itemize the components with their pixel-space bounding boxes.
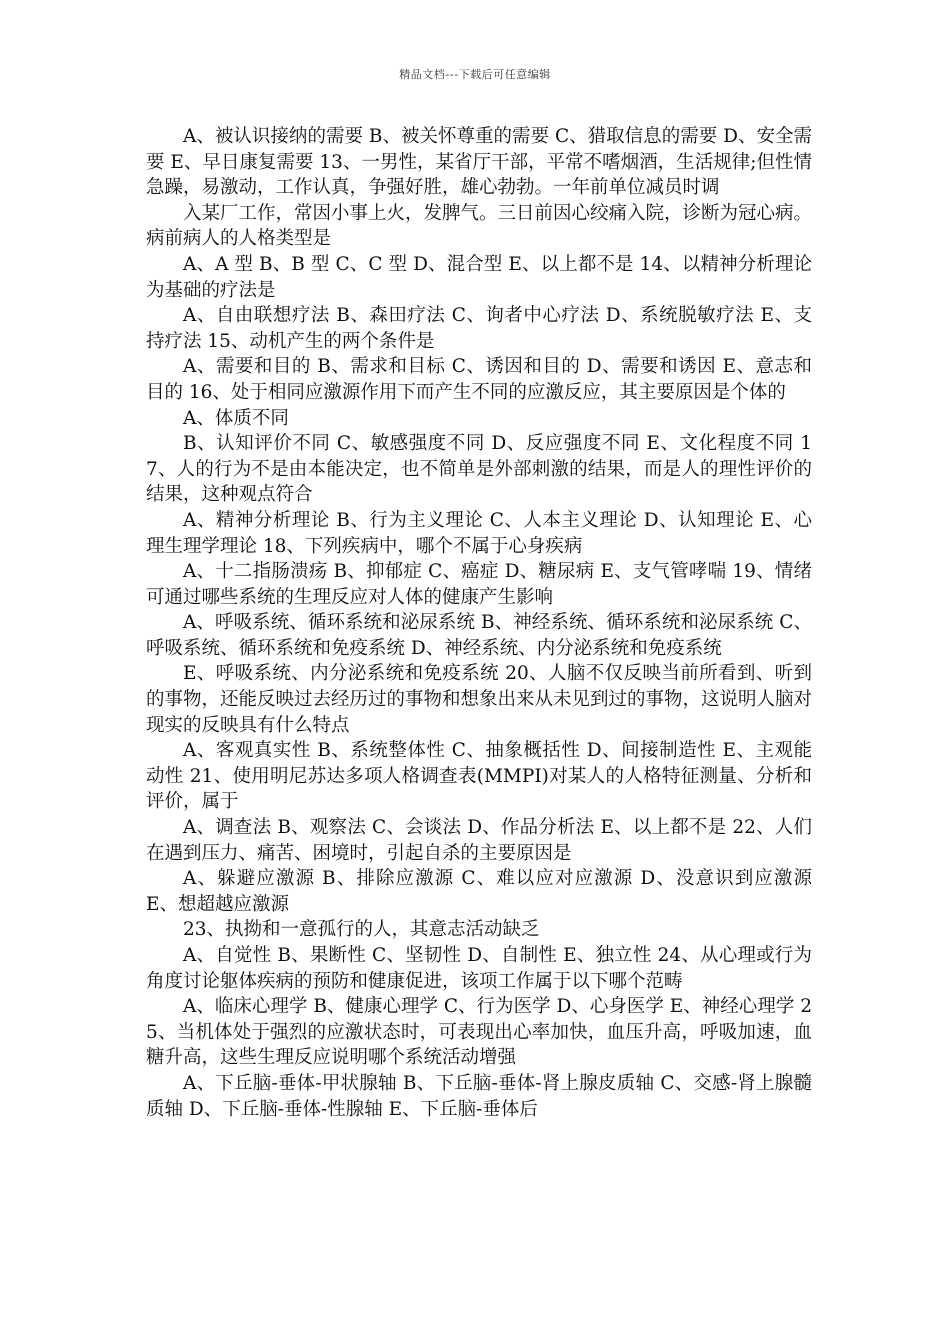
paragraph: A、调查法 B、观察法 C、会谈法 D、作品分析法 E、以上都不是 22、人们在遇到压力、痛苦、困境时，引起自杀的主要原因是 — [146, 817, 812, 864]
paragraph: A、下丘脑-垂体-甲状腺轴 B、下丘脑-垂体-肾上腺皮质轴 C、交感-肾上腺髓质轴 D、下丘脑-垂体-性腺轴 E、下丘脑-垂体后 — [146, 1072, 812, 1120]
paragraph: A、躲避应激源 B、排除应激源 C、难以应对应激源 D、没意识到应激源 E、想超越应激源 — [146, 868, 812, 915]
paragraph: A、自由联想疗法 B、森田疗法 C、询者中心疗法 D、系统脱敏疗法 E、支持疗法 15、动机产生的两个条件是 — [146, 305, 812, 352]
paragraph: A、客观真实性 B、系统整体性 C、抽象概括性 D、间接制造性 E、主观能动性 21、使用明尼苏达多项人格调查表(MMPI)对某人的人格特征测量、分析和评价，属于 — [146, 740, 812, 813]
page-header: 精品文档---下载后可任意编辑 — [399, 68, 551, 81]
paragraph: A、自觉性 B、果断性 C、坚韧性 D、自制性 E、独立性 24、从心理或行为角度讨论躯体疾病的预防和健康促进，该项工作属于以下哪个范畴 — [146, 945, 812, 992]
paragraph: A、被认识接纳的需要 B、被关怀尊重的需要 C、猎取信息的需要 D、安全需要 E、早日康复需要 13、一男性，某省厅干部，平常不嗜烟酒，生活规律;但性情急躁，易激动，工作认真，争强好胜，雄心勃勃。一年前单位减员时调 — [146, 126, 812, 199]
paragraph: A、十二指肠溃疡 B、抑郁症 C、癌症 D、糖尿病 E、支气管哮喘 19、情绪可通过哪些系统的生理反应对人体的健康产生影响 — [146, 561, 812, 608]
paragraph: 入某厂工作，常因小事上火，发脾气。三日前因心绞痛入院，诊断为冠心病。病前病人的人格类型是 — [146, 202, 813, 250]
paragraph: A、A 型 B、B 型 C、C 型 D、混合型 E、以上都不是 14、以精神分析理论为基础的疗法是 — [146, 253, 812, 301]
paragraph: A、需要和目的 B、需求和目标 C、诱因和目的 D、需要和诱因 E、意志和目的 16、处于相同应激源作用下而产生不同的应激反应，其主要原因是个体的 — [146, 356, 812, 403]
paragraph: A、呼吸系统、循环系统和泌尿系统 B、神经系统、循环系统和泌尿系统 C、呼吸系统、循环系统和免疫系统 D、神经系统、内分泌系统和免疫系统 — [146, 612, 812, 659]
document-body — [146, 124, 812, 1122]
paragraph: B、认知评价不同 C、敏感强度不同 D、反应强度不同 E、文化程度不同 17、人的行为不是由本能决定，也不简单是外部刺激的结果，而是人的理性评价的结果，这种观点符合 — [146, 433, 812, 506]
paragraph: A、临床心理学 B、健康心理学 C、行为医学 D、心身医学 E、神经心理学 25、当机体处于强烈的应激状态时，可表现出心率加快，血压升高，呼吸加速，血糖升高，这些生理反应说明哪个系统活动增强 — [146, 996, 812, 1069]
paragraph: 23、执拗和一意孤行的人，其意志活动缺乏 — [183, 919, 540, 941]
paragraph: A、精神分析理论 B、行为主义理论 C、人本主义理论 D、认知理论 E、心理生理学理论 18、下列疾病中，哪个不属于心身疾病 — [146, 509, 812, 557]
paragraph: E、呼吸系统、内分泌系统和免疫系统 20、人脑不仅反映当前所看到、听到的事物，还能反映过去经历过的事物和想象出来从未见到过的事物，这说明人脑对现实的反映具有什么特点 — [146, 663, 813, 736]
paragraph: A、体质不同 — [183, 407, 289, 429]
